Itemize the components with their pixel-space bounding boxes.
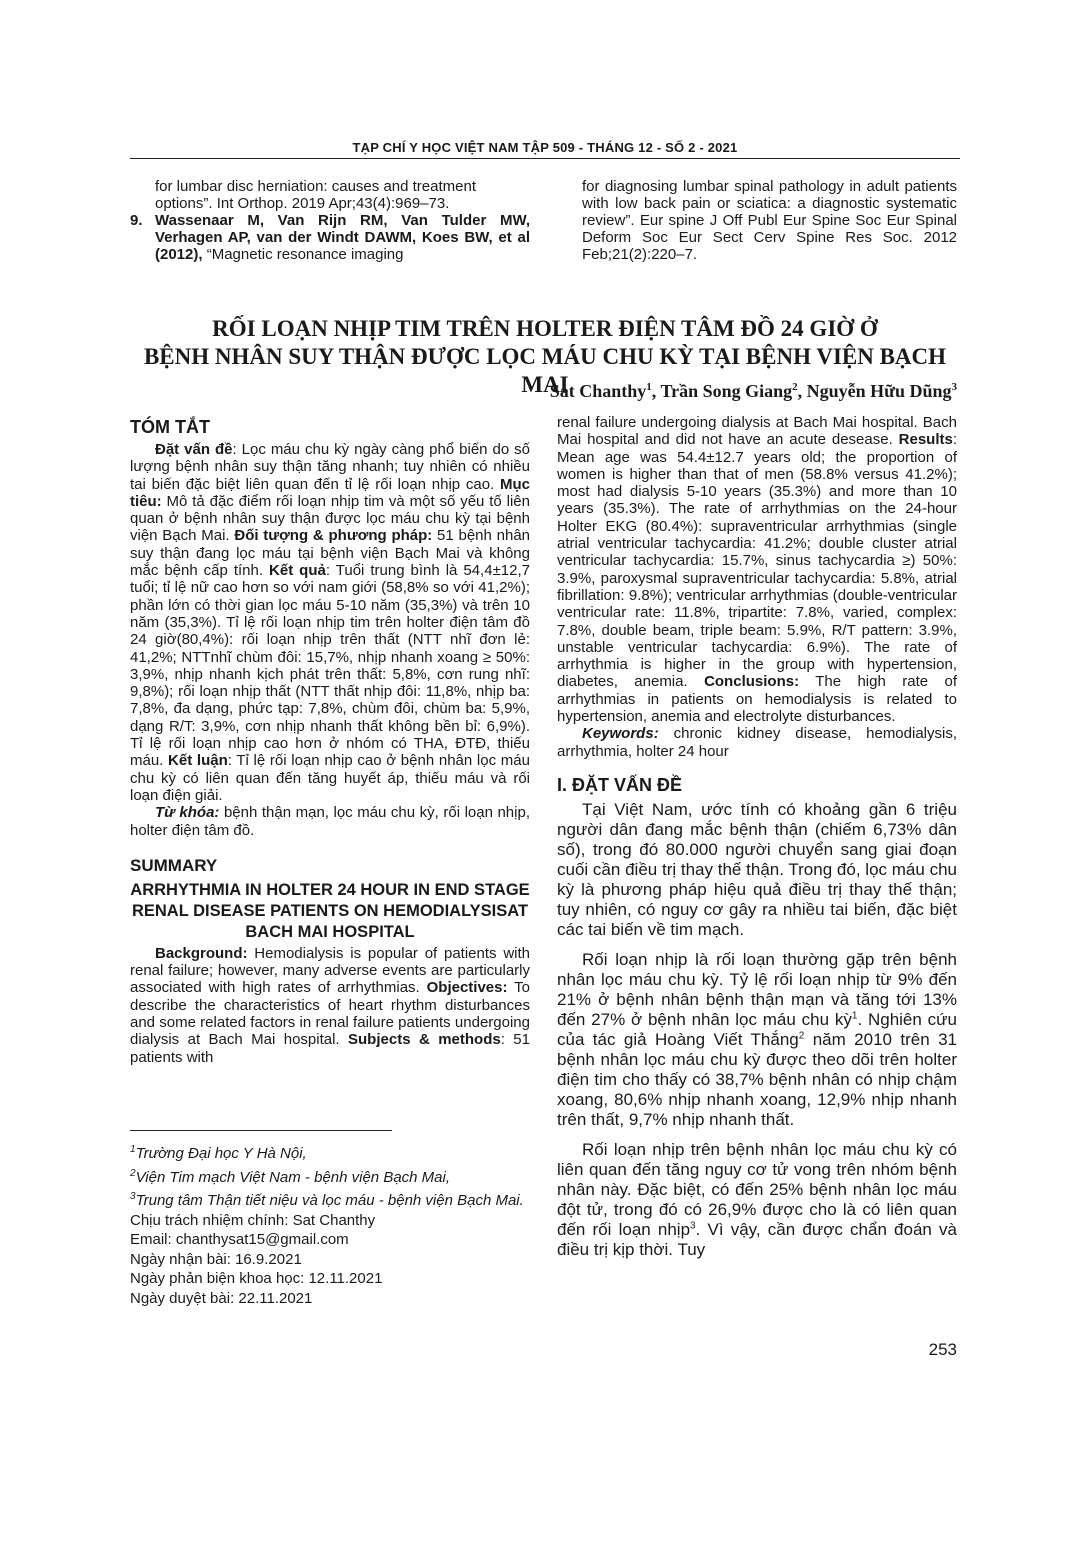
intro-p3-part1: Rối loạn nhịp trên bệnh nhân lọc máu chu kỳ có liên quan đến tăng nguy cơ tử vong trên nhóm bệnh nhân này. Đặc biệt, có đến 25% bệnh nhân lọc máu đột tử, trong đó có 26,9% được cho là có liên quan đến rối loạn nhịp — [557, 1139, 957, 1239]
citation-3: 3 — [690, 1220, 696, 1232]
date-reviewed: Ngày phản biện khoa học: 12.11.2021 — [130, 1270, 383, 1287]
ref8-line2: options”. Int Orthop. 2019 Apr;43(4):969–73. — [155, 195, 450, 212]
citation-1: 1 — [851, 1010, 858, 1022]
header-rule — [130, 158, 960, 159]
author-1-affil: 1 — [646, 381, 652, 393]
keywords-en-label: Keywords: — [582, 725, 659, 743]
email: Email: chanthysat15@gmail.com — [130, 1231, 349, 1248]
affiliation-3-text: Trung tâm Thận tiết niệu và lọc máu - bệnh viện Bạch Mai. — [135, 1192, 524, 1209]
summary-body-part2 — [557, 414, 957, 725]
date-approved: Ngày duyệt bài: 22.11.2021 — [130, 1289, 313, 1307]
footnotes — [130, 1140, 530, 1308]
author-2: Trần Song Giang — [660, 381, 793, 401]
affiliation-1-mark: 1 — [130, 1144, 136, 1155]
affiliation-2-mark: 2 — [130, 1167, 136, 1179]
intro-paragraph-3 — [557, 1140, 957, 1260]
label-results-en: Results — [898, 431, 953, 449]
keywords-vi-text: bệnh thận mạn, lọc máu chu kỳ, rối loạn nhịp, holter điện tâm đồ. — [130, 804, 530, 839]
text-objective-vi: Mô tả đặc điểm rối loạn nhịp tim và một số yếu tố liên quan ở bệnh nhân suy thận được lọc máu chu kỳ tại bệnh viện Bạch Mai. — [130, 492, 530, 545]
label-objective-vi: Mục tiêu: — [130, 475, 530, 510]
ref9-number: 9. — [130, 212, 143, 229]
text-conclusions-en: The high rate of arrhythmias in patients on hemodialysis is related to hypertension, anemia and electrolyte disturbances. — [557, 673, 957, 726]
intro-heading: I. ĐẶT VẤN ĐỀ — [557, 774, 683, 795]
label-background-vi: Đặt vấn đề — [155, 441, 233, 458]
footnote-rule — [130, 1130, 392, 1131]
text-results-en: : Mean age was 54.4±12.7 years old; the proportion of women is higher than that of men (58.8% versus 41.2%); most had dialysis 5-10 years (35.3%) and more than 10 years (35.3%). The rate of arrhythmias on the 24-hour Holter EKG (80.4%): supraventricular arrhythmias (single atrial ventricular tachycardia: 41.2%; double cluster atrial ventricular tachycardia: 15.7%, sinus tachycardia ≥) 50%: 3.9%, paroxysmal supraventricular tachycardia: 5.8%, atrial fibrillation: 9.8%); ventricular arrhythmias (double-ventricular ventricular rate: 11.8%, tripartite: 7.8%, varied, complex: 7.8%, double beam, triple beam: 5.9%, R/T pattern: 3.9%, unstable ventricular tachycardia: 6.9%). The rate of arrhythmia is higher in the group with hypertension, diabetes, anemia. — [557, 431, 957, 691]
intro-p2-part3: năm 2010 trên 31 bệnh nhân lọc máu chu kỳ được theo dõi trên holter điện tim cho thấy có 38,7% bệnh nhân có nhịp chậm xoang, 80,6% nhịp nhanh xoang, 12,9% nhịp nhanh trên thất, 9,7% nhịp nhanh thất. — [557, 1029, 957, 1129]
affiliation-2-text: Viện Tim mạch Việt Nam - bệnh viện Bạch Mai, — [135, 1168, 451, 1186]
journal-header: TẠP CHÍ Y HỌC VIỆT NAM TẬP 509 - THÁNG 12 - SỐ 2 - 2021 — [352, 140, 738, 155]
summary-body-part1 — [130, 945, 530, 1066]
left-column — [130, 416, 530, 1066]
label-results-vi: Kết quả — [269, 562, 326, 580]
affiliation-1-text: Trường Đại học Y Hà Nội, — [135, 1145, 307, 1162]
author-sep: , — [651, 381, 661, 401]
intro-p2-part2: . Nghiên cứu của tác giả Hoàng Viết Thắng — [557, 1009, 957, 1049]
ref9-authors: Wassenaar M, Van Rijn RM, Van Tulder MW, Verhagen AP, van der Windt DAWM, Koes BW, et al (2012), — [155, 212, 530, 263]
title-line-2: BỆNH NHÂN SUY THẬN ĐƯỢC LỌC MÁU CHU KỲ TẠI BỆNH VIỆN BẠCH MAI — [143, 344, 947, 397]
author-2-affil: 2 — [792, 381, 798, 393]
intro-p2-part1: Rối loạn nhịp là rối loạn thường gặp trên bệnh nhân lọc máu chu kỳ. Tỷ lệ rối loạn nhịp từ 9% đến 21% ở bệnh nhân bệnh thận mạn và tăng tới 13% đến 27% ở bệnh nhân lọc máu chu kỳ — [557, 949, 957, 1029]
author-3: Nguyễn Hữu Dũng — [806, 381, 952, 401]
ref8-continuation — [130, 178, 530, 212]
author-sep: , — [797, 381, 807, 401]
text-objectives-en: To describe the characteristics of heart rhythm disturbances and some related factors in renal failure patients undergoing dialysis at Bach Mai hospital. — [130, 979, 530, 1049]
affiliation-3 — [130, 1187, 530, 1211]
label-methods-vi: Đối tượng & phương pháp: — [234, 527, 433, 545]
title-line-1: RỐI LOẠN NHỊP TIM TRÊN HOLTER ĐIỆN TÂM ĐỒ 24 GIỜ Ở — [212, 316, 878, 341]
summary-cont-text: renal failure undergoing dialysis at Bach Mai hospital. Bach Mai hospital and did not have an acute desease. — [557, 414, 957, 449]
text-results-vi: : Tuổi trung bình là 54,4±12,7 tuổi; tỉ lệ nữ cao hơn so với nam giới (58,8% so với 41,2%); phần lớn có thời gian lọc máu 5-10 năm (35,3%) và trên 10 năm (35,3%). Tỉ lệ rối loạn nhịp tim trên holter điện tâm đồ 24 giờ(80,4%): rối loạn nhịp trên thất (NTT nhĩ đơn lẻ: 41,2%; NTTnhĩ chùm đôi: 15,7%, nhịp nhanh xoang ≥ 50%: 3,9%, nhịp nhanh kịch phát trên thất: 5,8%, cơn rung nhĩ: 9,8%); rối loạn nhịp thất (NTT thất nhịp đôi: 11,8%, nhịp ba: 7,8%, đa dạng, phức tạp: 7,8%, chùm đôi, chùm ba: 5,9%, dạng R/T: 3,9%, cơn nhịp nhanh thất không bền bỉ: 6,9%). Tỉ lệ rối loạn nhịp cao hơn ở nhóm có THA, ĐTĐ, thiếu máu. — [130, 562, 530, 770]
keywords-en — [557, 725, 957, 760]
affiliation-3-mark: 3 — [130, 1191, 136, 1202]
intro-paragraph-2 — [557, 950, 957, 1130]
affiliation-2 — [130, 1164, 530, 1188]
summary-heading: SUMMARY — [130, 855, 218, 875]
text-methods-en: : 51 patients with — [130, 1031, 530, 1066]
text-conclusion-vi: : Tỉ lệ rối loạn nhịp cao ở bệnh nhân lọc máu chu kỳ có liên quan đến tăng huyết áp, thiếu máu và rối loạn điện giải. — [130, 752, 530, 804]
keywords-vi-label: Từ khóa: — [155, 804, 220, 822]
label-methods-en: Subjects & methods — [348, 1031, 501, 1049]
intro-p3-part2: . Vì vậy, cần được chẩn đoán và điều trị kịp thời. Tuy — [557, 1219, 957, 1259]
intro-paragraph-1: Tại Việt Nam, ước tính có khoảng gần 6 triệu người dân đang mắc bệnh thận (chiếm 6,73% dân số), trong đó 80.000 người chuyển sang giai đoạn cuối cần điều trị thay thế thận. Trong đó, lọc máu chu kỳ là phương pháp hiệu quả điều trị thay thế thận; tuy nhiên, có nguy cơ gây ra nhiều tai biến, đặc biệt các tai biến về tim mạch. — [557, 799, 957, 939]
text-background-vi: : Lọc máu chu kỳ ngày càng phổ biến do số lượng bệnh nhân suy thận tăng nhanh; tuy nhiên có nhiều tai biến đặc biệt liên quan đến tỉ lệ rối loạn nhịp cao. — [130, 441, 531, 493]
keywords-en-text: chronic kidney disease, hemodialysis, arrhythmia, holter 24 hour — [557, 725, 957, 760]
author-1: Sat Chanthy — [549, 381, 647, 401]
ref9-title-start: “Magnetic resonance imaging — [206, 246, 404, 263]
abstract-vi-body — [130, 441, 530, 804]
text-methods-vi: 51 bệnh nhân suy thận đang lọc máu tại bệnh viện Bạch Mai và không mắc bệnh cấp tính. — [130, 527, 531, 580]
responsible-author: Chịu trách nhiệm chính: Sat Chanthy — [130, 1211, 376, 1229]
ref8-line1: for lumbar disc herniation: causes and treatment — [155, 178, 476, 195]
label-background-en: Background: — [155, 944, 248, 962]
text-background-en: Hemodialysis is popular of patients with renal failure; however, many adverse events are particularly associated with high rates of arrhythmias. — [130, 944, 530, 997]
references-left — [130, 178, 530, 263]
keywords-vi — [130, 804, 530, 839]
citation-2: 2 — [798, 1030, 805, 1042]
page-number: 253 — [928, 1340, 957, 1359]
label-conclusions-en: Conclusions: — [704, 673, 800, 691]
summary-title: ARRHYTHMIA IN HOLTER 24 HOUR IN END STAGE RENAL DISEASE PATIENTS ON HEMODIALYSISAT BACH MAI HOSPITAL — [130, 880, 530, 941]
ref9 — [130, 212, 530, 263]
right-column — [557, 414, 957, 1260]
label-conclusion-vi: Kết luận — [168, 752, 228, 770]
label-objectives-en: Objectives: — [426, 979, 508, 997]
affiliation-1 — [130, 1140, 530, 1164]
authors — [550, 377, 957, 401]
date-received: Ngày nhận bài: 16.9.2021 — [130, 1250, 302, 1268]
author-3-affil: 3 — [951, 381, 957, 393]
abstract-vi-heading: TÓM TẮT — [130, 417, 210, 437]
references-right: for diagnosing lumbar spinal pathology in adult patients with low back pain or sciatica: a diagnostic systematic review”. Eur spine J Off Publ Eur Spine Soc Eur Spinal Deform Soc Eur Sect Cerv Spine Res Soc. 2012 Feb;21(2):220–7. — [582, 178, 957, 263]
